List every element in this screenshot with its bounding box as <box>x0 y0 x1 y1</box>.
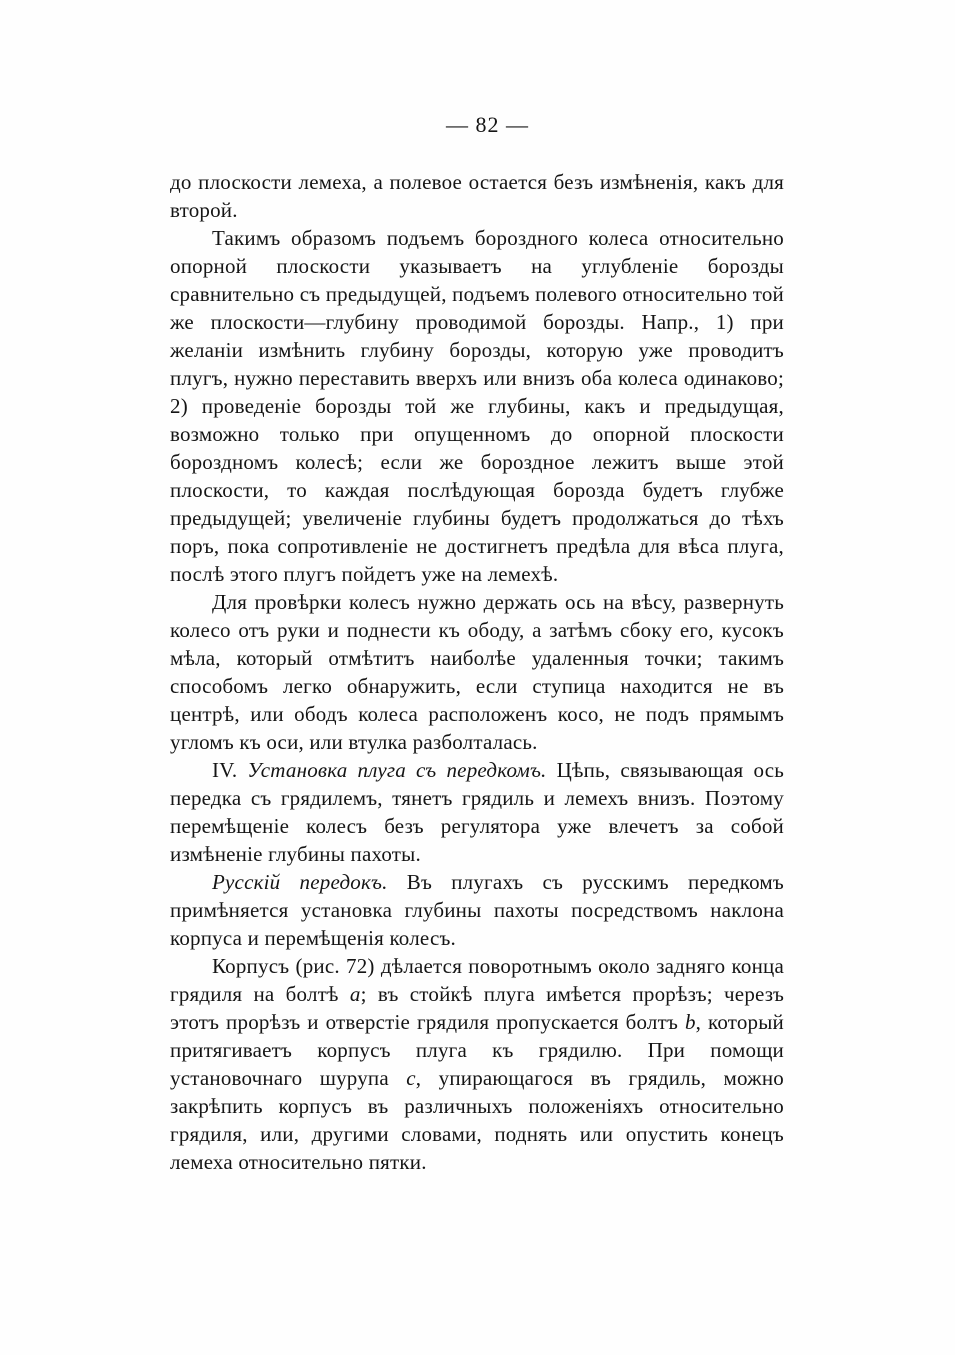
paragraph-text: Цѣпь, связывающая ось передка съ грядилемъ, тянетъ грядиль и лемехъ внизъ. Поэтому перемѣщеніе колесъ безъ регулятора уже влечетъ за собой измѣненіе глубины пахоты. <box>170 758 785 866</box>
body-text <box>170 168 784 1176</box>
paragraph-text: , упирающагося въ грядиль, можно закрѣпить корпусъ въ различныхъ положеніяхъ относительно грядиля, или, другими словами, поднять или опустить конецъ лемеха относительно пятки. <box>170 1066 784 1174</box>
paragraph <box>170 952 784 1176</box>
subsection-heading: Русскій передокъ. <box>212 870 388 894</box>
paragraph-text: до плоскости лемеха, а полевое остается безъ измѣненія, какъ для второй. <box>170 170 784 222</box>
paragraph-text: Корпусъ (рис. 72) дѣлается поворотнымъ около задняго конца грядиля на болтѣ <box>170 954 784 1006</box>
page-number: — 82 — <box>446 112 529 137</box>
variable-a: a <box>349 982 361 1006</box>
paragraph-text: ; въ стойкѣ плуга имѣется прорѣзъ; черезъ этотъ прорѣзъ и отверстіе грядиля пропускается болтъ <box>170 982 785 1034</box>
paragraph <box>170 588 784 756</box>
variable-c: c <box>406 1066 416 1090</box>
paragraph <box>170 224 784 588</box>
section-paragraph <box>170 756 784 868</box>
section-number: IV. <box>212 758 238 782</box>
paragraph-text: , который притягиваетъ корпусъ плуга къ грядилю. При помощи установочнаго шурупа <box>170 1010 784 1090</box>
paragraph-text: Въ плугахъ съ русскимъ передкомъ примѣняется установка глубины пахоты посредствомъ наклона корпуса и перемѣщенія колесъ. <box>170 870 784 950</box>
section-heading: Установка плуга съ передкомъ. <box>247 758 547 782</box>
paragraph-continuation <box>170 168 784 224</box>
subsection-paragraph <box>170 868 784 952</box>
paragraph-text: Такимъ образомъ подъемъ бороздного колеса относительно опорной плоскости указываетъ на углубленіе борозды сравнительно съ предыдущей, подъемъ полевого относительно той же плоскости—глубину проводимой борозды. Напр., 1) при желаніи измѣнить глубину борозды, которую уже проводитъ плугъ, нужно переставить вверхъ или внизъ оба колеса одинаково; 2) проведеніе борозды той же глубины, какъ и предыдущая, возможно только при опущенномъ до опорной плоскости бороздномъ колесѣ; если же бороздное лежитъ выше этой плоскости, то каждая послѣдующая борозда будетъ глубже предыдущей; увеличеніе глубины будетъ продолжаться до тѣхъ поръ, пока сопротивленіе не достигнетъ предѣла для вѣса плуга, послѣ этого плугъ пойдетъ уже на лемехѣ. <box>170 226 784 586</box>
paragraph-text: Для провѣрки колесъ нужно держать ось на вѣсу, развернуть колесо отъ руки и поднести къ ободу, а затѣмъ сбоку его, кусокъ мѣла, который отмѣтитъ наиболѣе удаленныя точки; такимъ способомъ легко обнаружить, если ступица находится не въ центрѣ, или ободъ колеса расположенъ косо, не подъ прямымъ угломъ къ оси, или втулка разболталась. <box>170 590 784 754</box>
variable-b: b <box>684 1010 696 1034</box>
